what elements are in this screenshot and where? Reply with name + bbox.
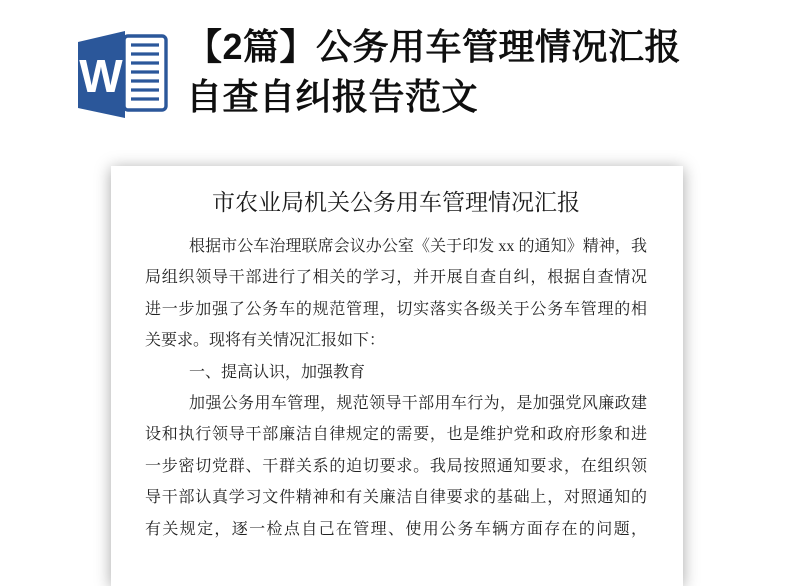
document-line: 设和执行领导干部廉洁自律规定的需要，也是维护党和政府形象和进 xyxy=(145,426,647,444)
document-title: 市农业局机关公务用车管理情况汇报 xyxy=(212,190,580,215)
document-line: 加强公务用车管理，规范领导干部用车行为，是加强党风廉政建 xyxy=(189,394,647,412)
word-document-icon xyxy=(58,14,188,126)
document-line: 有关规定，逐一检点自己在管理、使用公务车辆方面存在的问题， xyxy=(145,520,647,538)
page-title xyxy=(186,22,746,122)
document-line: 一、提高认识，加强教育 xyxy=(189,363,366,381)
page-title-line2: 自查自纠报告范文 xyxy=(186,76,479,117)
document-page xyxy=(111,166,683,586)
document-line: 进一步加强了公务车的规范管理，切实落实各级关于公务车管理的相 xyxy=(145,300,647,318)
word-icon-sheet-lines xyxy=(131,45,159,99)
document-line: 根据市公车治理联席会议办公室《关于印发 xx 的通知》精神，我 xyxy=(189,238,647,255)
document-line: 导干部认真学习文件精神和有关廉洁自律要求的基础上，对照通知的 xyxy=(145,489,647,507)
word-icon-letter: W xyxy=(79,50,123,102)
page-title-line1: 【2篇】公务用车管理情况汇报 xyxy=(186,26,682,67)
document-line: 局组织领导干部进行了相关的学习，并开展自查自纠，根据自查情况 xyxy=(145,269,647,287)
document-line: 关要求。现将有关情况汇报如下： xyxy=(145,332,386,350)
document-body xyxy=(145,231,647,545)
document-line: 一步密切党群、干群关系的迫切要求。我局按照通知要求，在组织领 xyxy=(145,457,647,475)
header xyxy=(0,0,800,140)
